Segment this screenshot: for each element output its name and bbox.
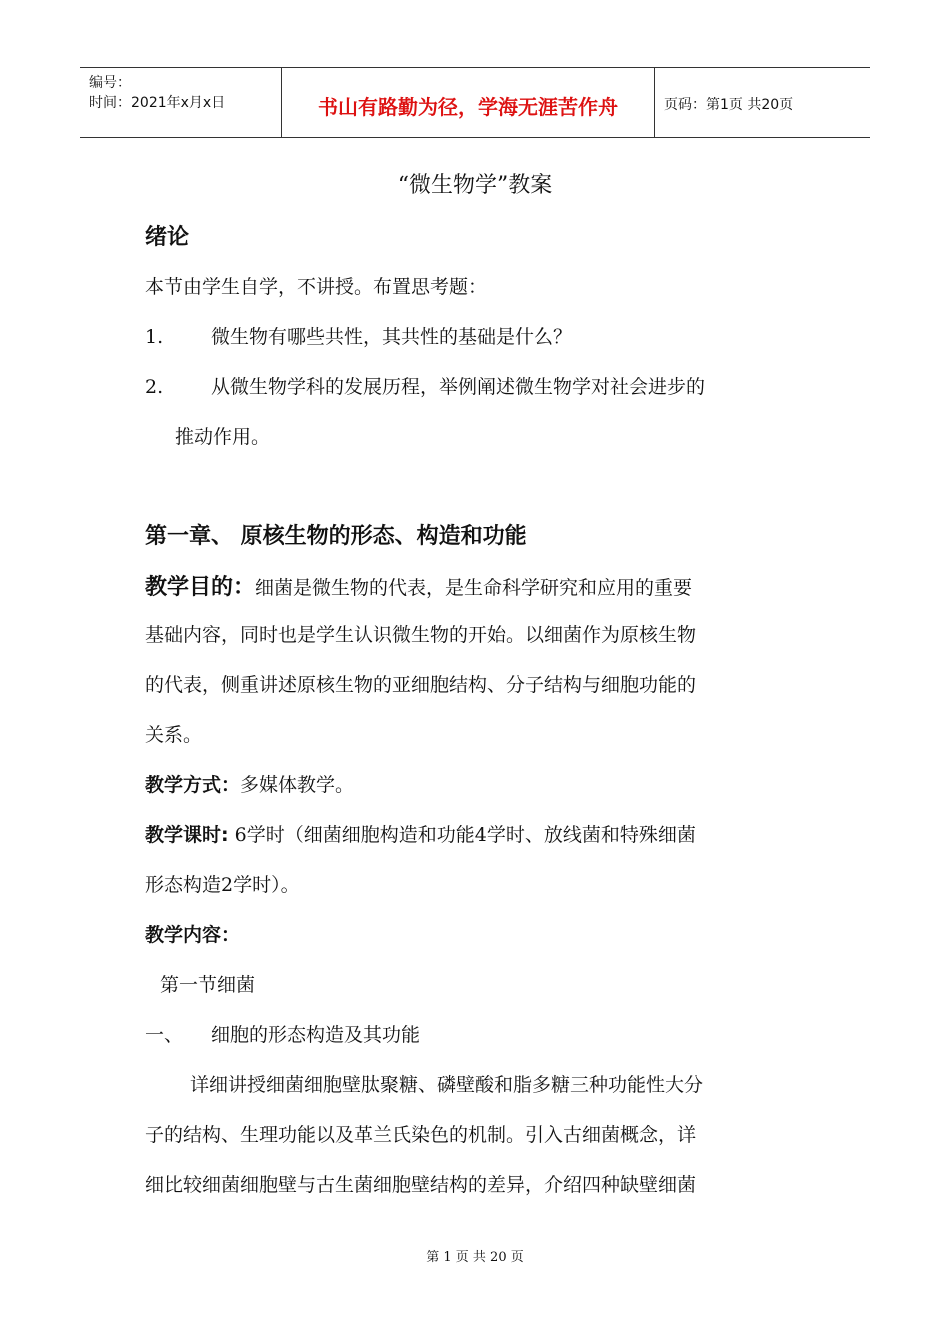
header-motto-cell	[281, 68, 655, 137]
teaching-hours-text: 6学时（细菌细胞构造和功能4学时、放线菌和特殊细菌	[228, 824, 696, 846]
teaching-goal-label: 教学目的：	[145, 575, 256, 600]
question-1-text: 微生物有哪些共性，其共性的基础是什么？	[211, 326, 573, 348]
document-title: “微生物学”教案	[397, 173, 553, 198]
teaching-goal-text: 细菌是微生物的代表，是生命科学研究和应用的重要	[255, 577, 693, 599]
teaching-goal-line-1	[145, 570, 692, 601]
teaching-method-text: 多媒体教学。	[240, 774, 355, 796]
header-page-cell	[654, 68, 870, 137]
teaching-hours-line-1	[145, 820, 696, 847]
question-1	[145, 322, 572, 349]
subsection-1-title: 细胞的形态构造及其功能	[211, 1024, 421, 1046]
page-footer: 第 1 页 共 20 页	[426, 1250, 524, 1265]
header-left-cell	[80, 68, 280, 137]
header-table	[80, 67, 870, 138]
paragraph-line-2: 子的结构、生理功能以及革兰氏染色的机制。引入古细菌概念，详	[145, 1124, 697, 1146]
question-1-number: 1.	[145, 326, 164, 348]
teaching-goal-line-3: 的代表，侧重讲述原核生物的亚细胞结构、分子结构与细胞功能的	[145, 674, 697, 696]
chapter-1-heading: 第一章、 原核生物的形态、构造和功能	[145, 524, 527, 549]
subsection-1	[145, 1020, 420, 1047]
question-2-continuation: 推动作用。	[175, 426, 271, 448]
question-2-number: 2.	[145, 376, 164, 398]
question-2	[145, 372, 705, 399]
subsection-1-number: 一、	[145, 1024, 184, 1046]
header-page-info: 页码：第1页 共20页	[664, 97, 794, 113]
teaching-method-label: 教学方式：	[145, 774, 241, 796]
header-date-label: 时间：2021年x月x日	[89, 95, 226, 111]
teaching-content-label: 教学内容：	[145, 924, 241, 946]
intro-heading: 绪论	[145, 225, 190, 250]
section-1-title: 第一节细菌	[160, 974, 256, 996]
teaching-goal-line-2: 基础内容，同时也是学生认识微生物的开始。以细菌作为原核生物	[145, 624, 697, 646]
intro-text: 本节由学生自学，不讲授。布置思考题：	[145, 276, 488, 298]
paragraph-line-3: 细比较细菌细胞壁与古生菌细胞壁结构的差异，介绍四种缺壁细菌	[145, 1174, 697, 1196]
teaching-hours-line-2: 形态构造2学时）。	[145, 874, 300, 896]
header-motto: 书山有路勤为径，学海无涯苦作舟	[318, 95, 618, 119]
header-id-label: 编号：	[89, 75, 131, 91]
paragraph-line-1: 详细讲授细菌细胞壁肽聚糖、磷壁酸和脂多糖三种功能性大分	[190, 1074, 704, 1096]
teaching-hours-label: 教学课时:	[145, 824, 229, 846]
teaching-method	[145, 770, 354, 797]
teaching-goal-line-4: 关系。	[145, 724, 203, 746]
question-2-text: 从微生物学科的发展历程，举例阐述微生物学对社会进步的	[211, 376, 706, 398]
